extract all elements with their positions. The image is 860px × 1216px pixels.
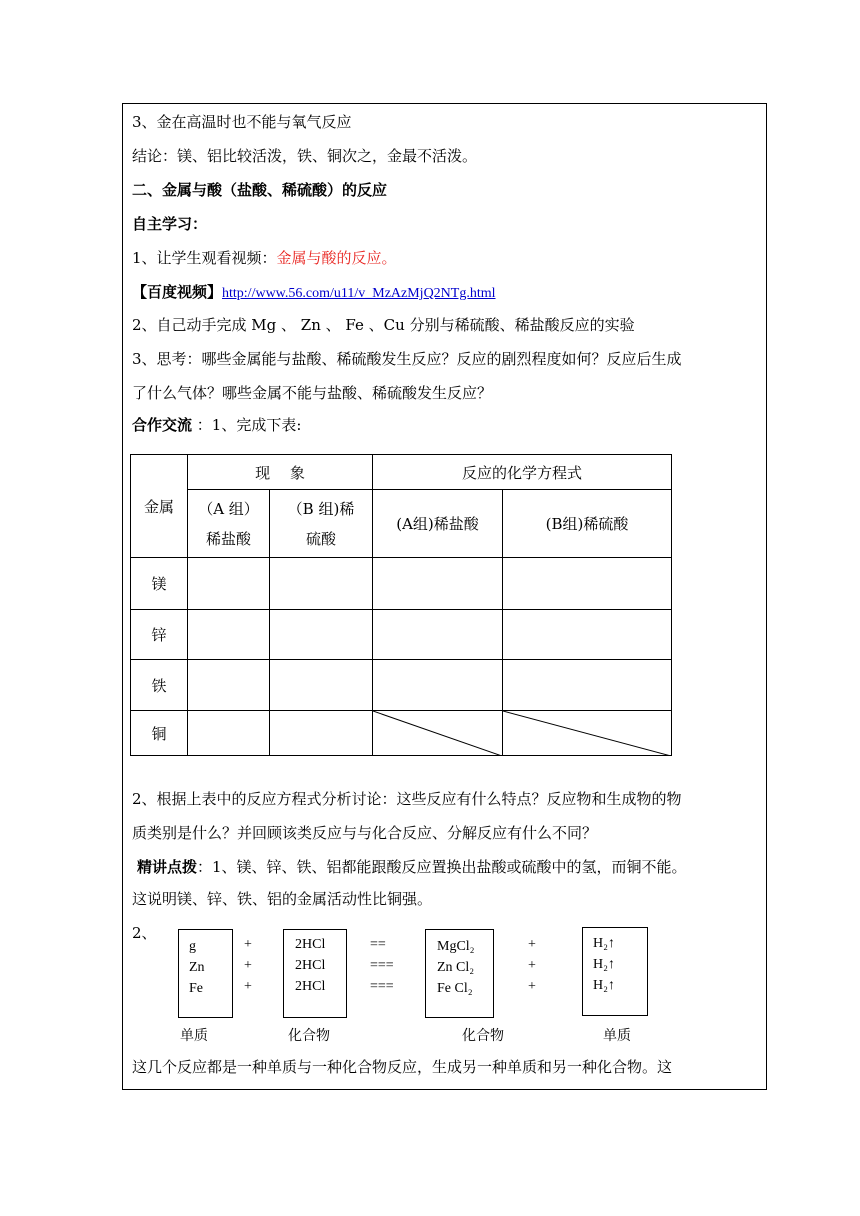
plus-sign: +	[244, 979, 252, 994]
plus-sign: +	[528, 979, 536, 994]
box-elements	[178, 929, 233, 1018]
text-line-video	[132, 248, 397, 268]
video-title: 金属与酸的反应。	[276, 249, 397, 267]
text-line-summary: 这几个反应都是一种单质与一种化合物反应，生成另一种单质和另一种化合物。这	[132, 1058, 673, 1076]
table-row-metal-cu: 铜	[131, 711, 188, 756]
table-header-a-hcl	[188, 490, 270, 558]
label-element: 单质	[603, 1028, 631, 1044]
table-cell	[373, 558, 503, 610]
table-cell	[270, 610, 373, 660]
text-line-cooperate	[132, 415, 301, 435]
table-header-metal: 金属	[131, 455, 188, 558]
eq-reactant-metal: Fe	[189, 981, 203, 996]
self-study-heading: 自主学习：	[132, 215, 208, 233]
text-line-discuss-2: 质类别是什么？并回顾该类反应与与化合反应、分解反应有什么不同？	[132, 824, 598, 842]
box-hydrogen	[582, 927, 648, 1016]
table-header-eq-a: (A组)稀盐酸	[373, 490, 503, 558]
table-row-metal-fe: 铁	[131, 660, 188, 711]
cooperate-label: 合作交流	[132, 416, 193, 434]
plus-sign: +	[244, 937, 252, 952]
eq-product-salt: MgCl₂	[437, 939, 475, 954]
video-prefix: 1、让学生观看视频：	[132, 249, 277, 267]
plus-sign: +	[244, 958, 252, 973]
text-line-explain-1	[137, 857, 687, 877]
a-hcl-line2: 稀盐酸	[205, 529, 251, 548]
plus-sign: +	[528, 958, 536, 973]
label-compound: 化合物	[462, 1028, 504, 1044]
text-line-number-2: 2、	[132, 924, 157, 942]
eq-reactant-metal: Zn	[189, 960, 205, 975]
table-row-metal-zn: 锌	[131, 610, 188, 660]
table-cell	[503, 558, 672, 610]
equals-sign: ===	[370, 958, 394, 973]
explain-label: 精讲点拨	[137, 858, 198, 876]
table-cell	[188, 660, 270, 711]
eq-col1	[189, 936, 205, 999]
table-cell-crossed	[503, 711, 672, 756]
b-h2so4-line2: 硫酸	[305, 529, 336, 548]
eq-reactant-acid: 2HCl	[295, 979, 326, 994]
cooperate-rest: ：1、完成下表:	[192, 416, 302, 434]
table-cell	[270, 558, 373, 610]
table-cell	[503, 610, 672, 660]
table-header-b-h2so4	[270, 490, 373, 558]
text-line-explain-2: 这说明镁、锌、铁、铝的金属活动性比铜强。	[132, 890, 433, 908]
text-line-baidu	[132, 282, 496, 304]
eq-product-salt: Fe Cl₂	[437, 981, 473, 996]
table-row-metal-mg: 镁	[131, 558, 188, 610]
eq-col4	[593, 933, 615, 996]
text-line-experiment: 2、自己动手完成 Mg 、 Zn 、 Fe 、Cu 分别与稀硫酸、稀盐酸反应的实验	[132, 316, 635, 334]
section-heading: 二、金属与酸（盐酸、稀硫酸）的反应	[132, 181, 388, 199]
baidu-prefix: 【百度视频】	[132, 283, 223, 301]
table-cell	[188, 610, 270, 660]
plus-sign: +	[528, 937, 536, 952]
text-line-conclusion: 结论：镁、铝比较活泼，铁、铜次之，金最不活泼。	[132, 147, 478, 165]
table-cell	[270, 711, 373, 756]
table-cell	[503, 660, 672, 711]
reaction-table	[130, 454, 672, 756]
eq-product-gas: H₂↑	[593, 978, 615, 993]
table-cell	[188, 558, 270, 610]
text-line-discuss-1: 2、根据上表中的反应方程式分析讨论：这些反应有什么特点？反应物和生成物的物	[132, 790, 682, 808]
table-cell-crossed	[373, 711, 503, 756]
table-header-phenomenon: 现 象	[188, 455, 373, 490]
eq-reactant-acid: 2HCl	[295, 958, 326, 973]
diagonal-line	[503, 711, 671, 756]
b-h2so4-line1: （B 组)稀	[287, 499, 355, 518]
table-cell	[188, 711, 270, 756]
equals-sign: ===	[370, 979, 394, 994]
table-cell	[373, 660, 503, 711]
table-cell	[373, 610, 503, 660]
explain-rest: ：1、镁、锌、铁、铝都能跟酸反应置换出盐酸或硫酸中的氢，而铜不能。	[197, 858, 687, 876]
text-line-gold: 3、金在高温时也不能与氧气反应	[132, 113, 352, 131]
eq-col3	[437, 936, 475, 999]
diagonal-line	[373, 711, 502, 756]
eq-product-salt: Zn Cl₂	[437, 960, 475, 975]
table-header-equation: 反应的化学方程式	[373, 455, 672, 490]
eq-product-gas: H₂↑	[593, 957, 615, 972]
eq-col2	[295, 934, 325, 997]
equals-sign: ==	[370, 937, 386, 952]
a-hcl-line1: （A 组）	[198, 499, 259, 518]
eq-plus-col3	[528, 934, 536, 997]
video-link[interactable]: http://www.56.com/u11/v_MzAzMjQ2NTg.html	[222, 286, 496, 301]
table-header-eq-b: (B组)稀硫酸	[503, 490, 672, 558]
label-element: 单质	[180, 1028, 208, 1044]
eq-equals	[370, 934, 394, 997]
eq-product-gas: H₂↑	[593, 936, 615, 951]
label-compound: 化合物	[288, 1028, 330, 1044]
text-line-think-2: 了什么气体？哪些金属不能与盐酸、稀硫酸发生反应？	[132, 384, 493, 402]
eq-reactant-metal: g	[189, 939, 196, 954]
text-line-think-1: 3、思考：哪些金属能与盐酸、稀硫酸发生反应？反应的剧烈程度如何？反应后生成	[132, 350, 682, 368]
eq-plus-col1	[244, 934, 252, 997]
table-cell	[270, 660, 373, 711]
eq-reactant-acid: 2HCl	[295, 937, 326, 952]
